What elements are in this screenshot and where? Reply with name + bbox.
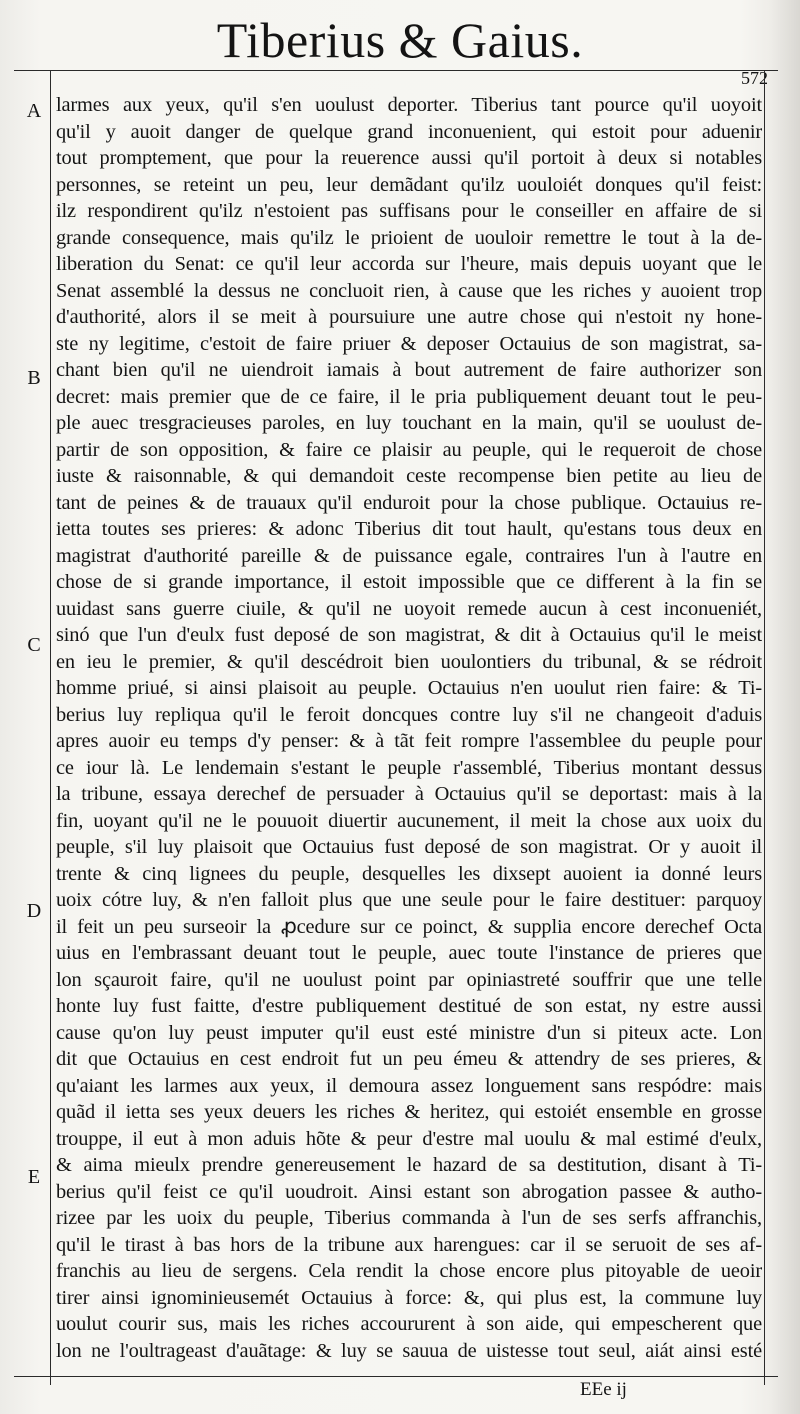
text-line: decret: mais premier que de ce faire, il le pria publiquement deuant tout le peu- (56, 385, 762, 408)
text-line: berius luy repliqua qu'il le feroit doncques contre luy s'il ne changeoit d'aduis (56, 703, 762, 726)
text-line: qu'il le tirast à bas hors de la tribune aux harengues: car il se seruoit de ses af- (56, 1233, 762, 1256)
text-line: tout promptement, que pour la reuerence aussi qu'il portoit à deux si notables (56, 147, 762, 169)
running-title: Tiberius & Gaius. (216, 12, 584, 68)
text-line: berius qu'il feist ce qu'il uoudroit. Ainsi estant son abrogation passee & autho- (56, 1180, 762, 1203)
frame-rule-right (764, 70, 765, 1385)
text-line: trente & cinq lignees du peuple, desquelles les dixsept auoient ia donné leurs (56, 862, 762, 885)
text-line: & aima mieulx prendre genereusement le hazard de sa destitution, disant à Ti- (56, 1154, 762, 1176)
text-line: qu'aiant les larmes aux yeux, il demoura assez longuement sans respódre: mais (56, 1074, 762, 1097)
text-line: il feit un peu surseoir la ꝓcedure sur ce poinct, & supplia encore derechef Octa (56, 915, 762, 938)
text-line: personnes, se reteint un peu, leur demãdant qu'ilz uouloiét donques qu'il feist: (56, 173, 762, 196)
text-line: peuple, s'il luy plaisoit que Octauius fust deposé de son magistrat. Or y auoit il (56, 836, 762, 858)
text-line: uuidast sans guerre ciuile, & qu'il ne uoyoit remede aucun à cest inconueniét, (56, 597, 762, 620)
text-line: magistrat d'authorité pareille & de puissance egale, contraires l'un à l'autre en (56, 544, 762, 567)
text-line: Senat assemblé la dessus ne concluoit rien, à cause que les riches y auoient trop (56, 279, 762, 302)
text-line: iuste & raisonnable, & qui demandoit ceste recompense bien petite au lieu de (56, 465, 762, 487)
text-line: lon sçauroit faire, qu'il ne uoulust point par opiniastreté souffrir que une telle (56, 968, 762, 991)
text-line: ietta toutes ses prieres: & adonc Tiberius dit tout hault, qu'estans tous deux en (56, 518, 762, 540)
text-line: rizee par les uoix du peuple, Tiberius commanda à l'un de ses serfs affranchis, (56, 1207, 762, 1229)
text-line: sinó que l'un d'eulx fust deposé de son magistrat, & dit à Octauius qu'il le meist (56, 624, 762, 646)
page-edge-shadow (770, 0, 800, 1414)
text-line: ste ny legitime, c'estoit de faire priuer & deposer Octauius de son magistrat, sa- (56, 332, 762, 355)
text-line: lon ne l'oultrageast d'auãtage: & luy se sauua de uistesse tout seul, aiát ainsi esté (56, 1339, 762, 1362)
text-line: liberation du Senat: ce qu'il leur accorda sur l'heure, mais depuis uoyant que le (56, 253, 762, 275)
text-line: la tribune, essaya derechef de persuader à Octauius qu'il se deportast: mais à la (56, 783, 762, 805)
text-line: qu'il y auoit danger de quelque grand inconuenient, qui estoit pour aduenir (56, 120, 762, 143)
text-line: quãd il ietta ses yeux deuers les riches & heritez, qui estoiét ensemble en grosse (56, 1101, 762, 1123)
text-line: uoulut courir sus, mais les riches accoururent à son aide, qui empescherent que (56, 1313, 762, 1335)
frame-rule-bottom (14, 1376, 778, 1377)
text-line: d'authorité, alors il se meit à poursuiure une autre chose qui n'estoit ny hone- (56, 306, 762, 328)
text-line: trouppe, il eut à mon aduis hõte & peur d'estre mal uoulu & mal estimé d'eulx, (56, 1127, 762, 1150)
text-line: ce iour là. Le lendemain s'estant le peuple r'assemblé, Tiberius montant dessus (56, 756, 762, 779)
text-line: grande consequence, mais qu'ilz le prioient de uouloir remettre le tout à la de- (56, 226, 762, 249)
margin-letter-a: A (26, 100, 42, 122)
text-line: fin, uoyant qu'il ne le pouuoit diuertir aucunement, il meit la chose aux uoix du (56, 809, 762, 832)
signature-mark: EEe ij (580, 1379, 627, 1400)
text-line: uius en l'embrassant deuant tout le peuple, auec toute l'instance de prieres que (56, 942, 762, 964)
body-text (56, 92, 762, 1364)
margin-letter-e: E (27, 1166, 41, 1188)
text-line: chose de si grande importance, il estoit impossible que ce different à la fin se (56, 571, 762, 593)
margin-letter-c: C (27, 634, 41, 656)
margin-letter-d: D (26, 900, 42, 922)
text-line: en ieu le premier, & qu'il descédroit bien uoulontiers du tribunal, & se rédroit (56, 650, 762, 673)
text-line: chant bien qu'il ne uiendroit iamais à bout autrement de faire authorizer son (56, 359, 762, 381)
text-line: ple auec tresgracieuses paroles, en luy touchant en la main, qu'il se uoulust de- (56, 412, 762, 434)
text-line: tant de peines & de trauaux qu'il enduroit pour la chose publique. Octauius re- (56, 491, 762, 514)
text-line: uoix cótre luy, & n'en falloit plus que une seule pour le faire destituer: parquoy (56, 889, 762, 911)
text-line: homme priué, si ainsi plaisoit au peuple. Octauius n'en uoulut rien faire: & Ti- (56, 677, 762, 699)
folio-number: 572 (741, 68, 768, 88)
text-line: ilz respondirent qu'ilz n'estoient pas suffisans pour le conseiller en affaire de si (56, 200, 762, 222)
text-line: honte luy fust faitte, d'estre publiquement destitué de son estat, ny estre aussi (56, 995, 762, 1017)
text-line: larmes aux yeux, qu'il s'en uoulust deporter. Tiberius tant pource qu'il uoyoit (56, 94, 762, 116)
text-line: apres auoir eu temps d'y penser: & à tãt feit rompre l'assemblee du peuple pour (56, 730, 762, 752)
text-line: partir de son opposition, & faire ce plaisir au peuple, qui le requeroit de chose (56, 438, 762, 461)
text-line: cause qu'on luy peust imputer qu'il eust esté ministre d'un si piteux acte. Lon (56, 1021, 762, 1044)
frame-rule-top (14, 70, 778, 71)
margin-letter-b: B (27, 367, 41, 389)
text-line: dit que Octauius en cest endroit fut un peu émeu & attendry de ses prieres, & (56, 1048, 762, 1070)
text-line: tirer ainsi ignominieusemét Octauius à force: &, qui plus est, la commune luy (56, 1286, 762, 1309)
frame-rule-left (50, 70, 51, 1385)
text-line: franchis au lieu de sergens. Cela rendit la chose encore plus pitoyable de ueoir (56, 1260, 762, 1282)
